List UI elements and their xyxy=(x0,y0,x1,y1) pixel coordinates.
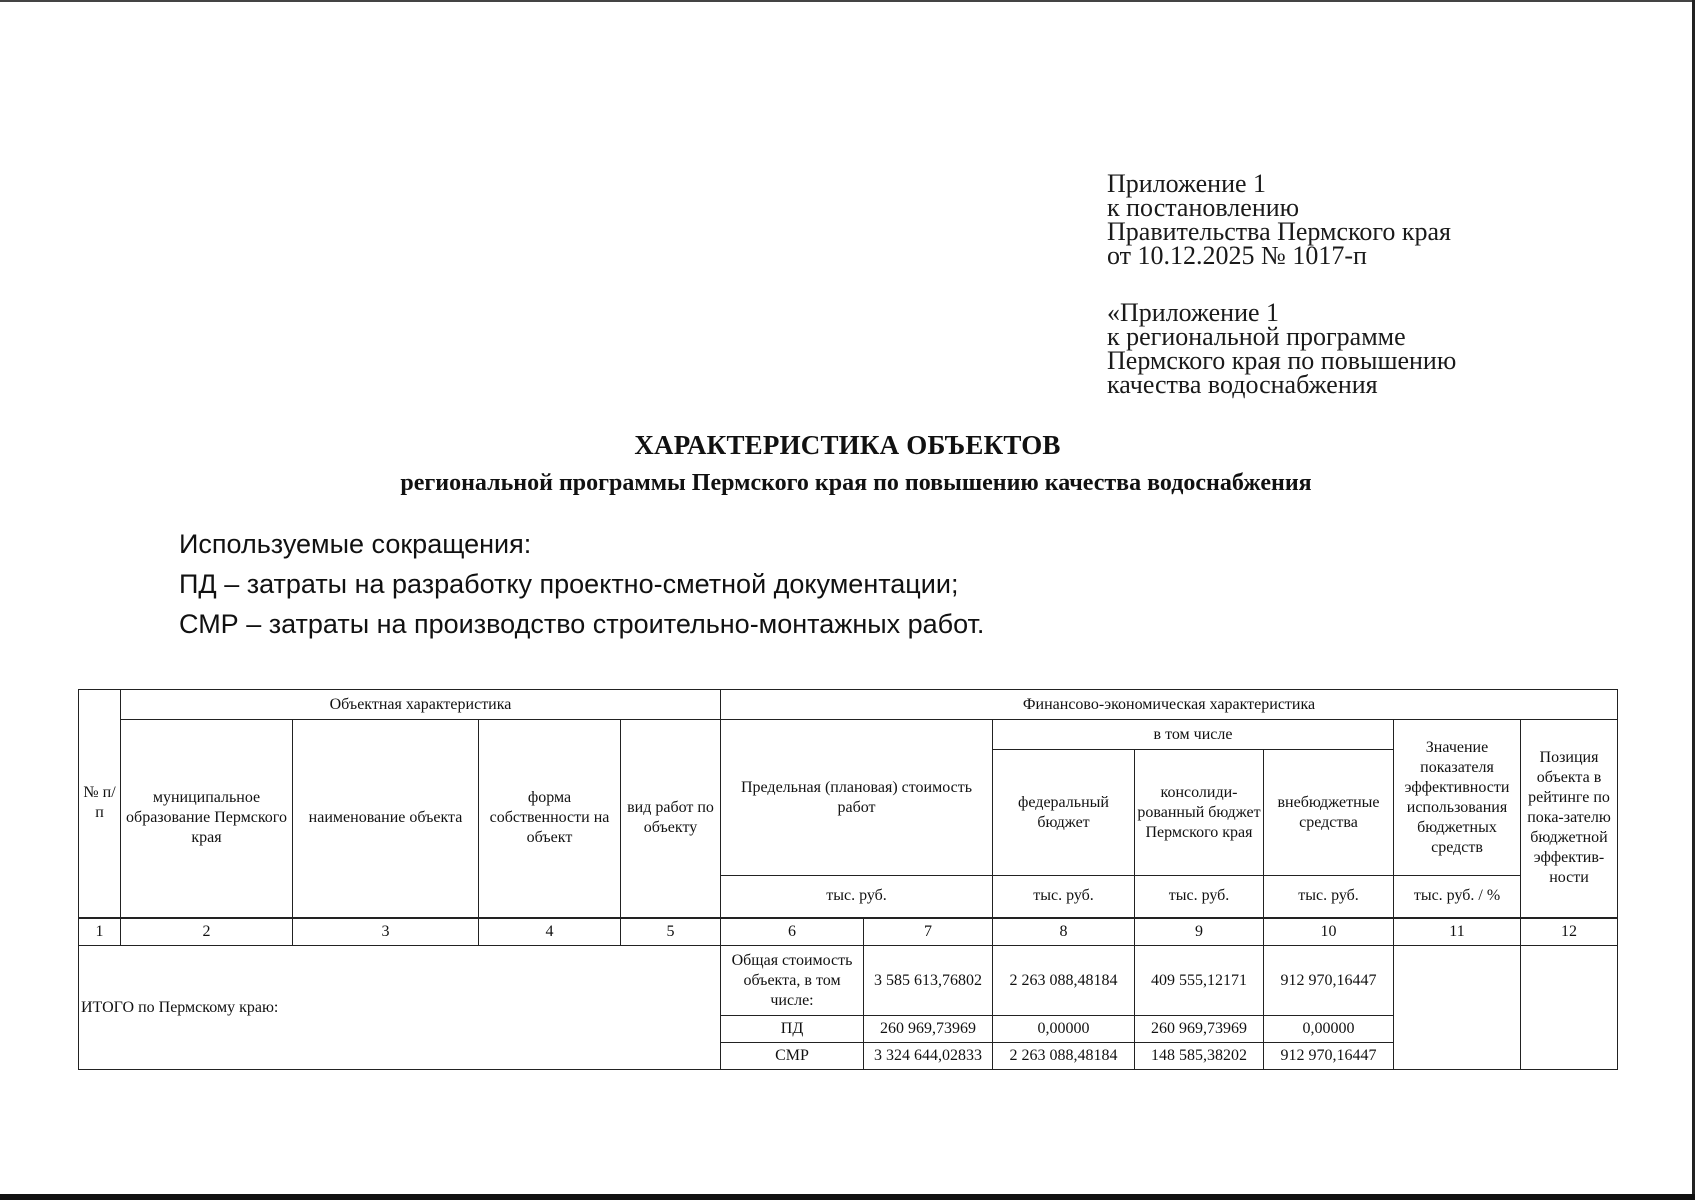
cell-extrabudget: 0,00000 xyxy=(1264,1016,1394,1043)
column-number: 1 xyxy=(79,918,121,946)
document-subtitle: региональной программы Пермского края по повышению качества водоснабжения xyxy=(400,470,1312,496)
column-number: 3 xyxy=(293,918,479,946)
column-number: 12 xyxy=(1521,918,1618,946)
scan-edge-bottom xyxy=(0,1194,1695,1200)
appendix-line: Приложение 1 xyxy=(1107,169,1267,198)
abbreviation-item: ПД – затраты на разработку проектно-сметной документации; xyxy=(179,569,959,599)
cell-cost: 3 324 644,02833 xyxy=(864,1043,993,1070)
appendix-line: Правительства Пермского края xyxy=(1107,217,1451,246)
abbreviation-item: СМР – затраты на производство строительно-монтажных работ. xyxy=(179,609,985,639)
row-label: ПД xyxy=(721,1016,864,1043)
abbreviations-heading: Используемые сокращения: xyxy=(179,529,532,559)
program-appendix-line: качества водоснабжения xyxy=(1107,370,1378,399)
header-consolidated: консолиди-рованный бюджет Пермского края xyxy=(1135,750,1264,876)
header-max-cost: Предельная (плановая) стоимость работ xyxy=(721,720,993,876)
cell-federal: 2 263 088,48184 xyxy=(993,946,1135,1016)
scan-edge-top xyxy=(0,0,1695,2)
cell-efficiency xyxy=(1394,946,1521,1070)
program-appendix-line: Пермского края по повышению xyxy=(1107,346,1457,375)
header-extrabudget: внебюджетные средства xyxy=(1264,750,1394,876)
cell-federal: 0,00000 xyxy=(993,1016,1135,1043)
column-number: 11 xyxy=(1394,918,1521,946)
header-group-object: Объектная характеристика xyxy=(121,690,721,720)
column-number: 4 xyxy=(479,918,621,946)
header-group-finance: Финансово-экономическая характеристика xyxy=(721,690,1618,720)
table-row xyxy=(79,946,1618,1016)
column-number: 9 xyxy=(1135,918,1264,946)
unit-extrabudget: тыс. руб. xyxy=(1264,876,1394,918)
column-number: 10 xyxy=(1264,918,1394,946)
program-appendix-line: «Приложение 1 xyxy=(1107,298,1280,327)
cell-cost: 3 585 613,76802 xyxy=(864,946,993,1016)
header-object-name: наименование объекта xyxy=(293,720,479,918)
column-number: 7 xyxy=(864,918,993,946)
cell-extrabudget: 912 970,16447 xyxy=(1264,946,1394,1016)
column-number: 2 xyxy=(121,918,293,946)
cell-consolidated: 260 969,73969 xyxy=(1135,1016,1264,1043)
cell-rating xyxy=(1521,946,1618,1070)
cell-consolidated: 148 585,38202 xyxy=(1135,1043,1264,1070)
appendix-block xyxy=(1107,169,1457,399)
cell-cost: 260 969,73969 xyxy=(864,1016,993,1043)
total-label: ИТОГО по Пермскому краю: xyxy=(79,946,721,1070)
document-title: ХАРАКТЕРИСТИКА ОБЪЕКТОВ xyxy=(634,430,1061,460)
cell-federal: 2 263 088,48184 xyxy=(993,1043,1135,1070)
unit-efficiency: тыс. руб. / % xyxy=(1394,876,1521,918)
cell-consolidated: 409 555,12171 xyxy=(1135,946,1264,1016)
header-work-type: вид работ по объекту xyxy=(621,720,721,918)
cell-extrabudget: 912 970,16447 xyxy=(1264,1043,1394,1070)
program-appendix-line: к региональной программе xyxy=(1107,322,1406,351)
column-number: 5 xyxy=(621,918,721,946)
column-number: 8 xyxy=(993,918,1135,946)
header-municipality: муниципальное образование Пермского края xyxy=(121,720,293,918)
appendix-line: к постановлению xyxy=(1107,193,1300,222)
objects-table xyxy=(78,689,1618,1070)
unit-consolidated: тыс. руб. xyxy=(1135,876,1264,918)
header-number: № п/п xyxy=(79,690,121,918)
row-label: Общая стоимость объекта, в том числе: xyxy=(721,946,864,1016)
header-rating: Позиция объекта в рейтинге по пока-зателю бюджетной эффектив-ности xyxy=(1521,720,1618,918)
appendix-line: от 10.12.2025 № 1017-п xyxy=(1107,241,1367,270)
unit-federal: тыс. руб. xyxy=(993,876,1135,918)
header-federal: федеральный бюджет xyxy=(993,750,1135,876)
column-number: 6 xyxy=(721,918,864,946)
header-including: в том числе xyxy=(993,720,1394,750)
header-efficiency: Значение показателя эффективности использования бюджетных средств xyxy=(1394,720,1521,876)
row-label: СМР xyxy=(721,1043,864,1070)
unit-cost: тыс. руб. xyxy=(721,876,993,918)
abbreviations-block xyxy=(179,524,984,644)
header-ownership: форма собственности на объект xyxy=(479,720,621,918)
